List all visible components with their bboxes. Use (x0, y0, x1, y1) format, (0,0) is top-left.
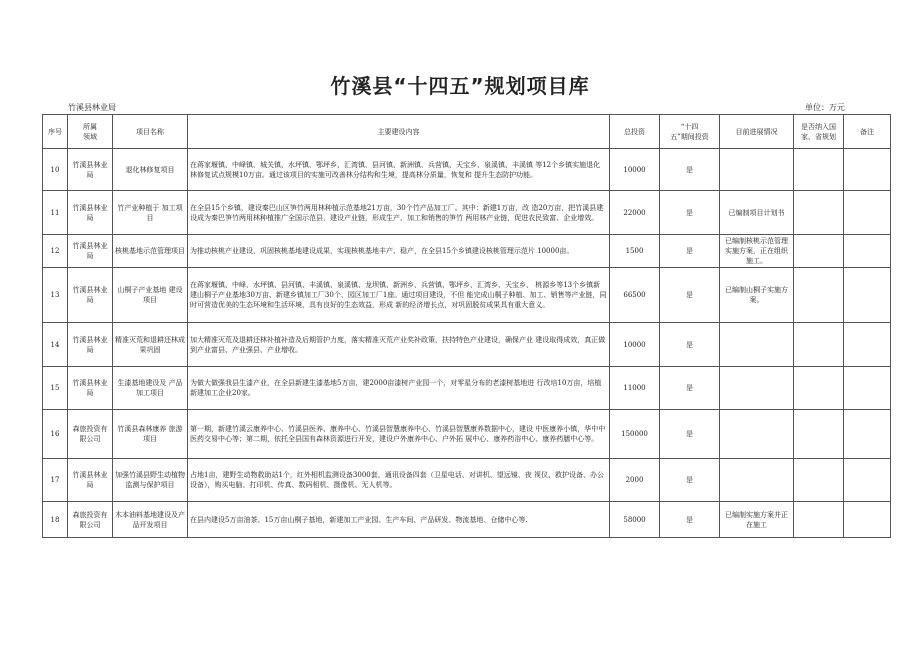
header-included: 是否纳入国家、省规划 (794, 115, 844, 149)
row-total: 58000 (610, 502, 660, 538)
row-domain: 竹溪县林业局 (68, 367, 113, 410)
row-content: 在蒋家堰镇、中峰、水坪镇、县河镇、丰溪镇、泉溪镇、龙坝镇、新洲乡、兵营镇、鄂坪乡、汇湾乡、天宝乡、 桃源乡等13个乡镇新建山桐子产业基地30万亩、新建乡镇加工厂30个、园区加工厂1座。通过项目建设，不但 能完成山桐子种植、加工、销售等产业链，同时可营造优美的生态环境和生活环境，具有良好的生态效益，形成 新的经济增长点，对巩固脱贫成果具有重大意义。 (188, 268, 610, 323)
row-period: 是 (660, 149, 720, 191)
row-domain: 森旅投资有限公司 (68, 502, 113, 538)
row-name: 竹产业种植于 加工项目 (113, 191, 188, 235)
table-row (43, 502, 891, 538)
row-note (844, 235, 891, 268)
unit-label: 单位：万元 (805, 103, 845, 112)
row-note (844, 410, 891, 459)
table-row (43, 268, 891, 323)
row-period: 是 (660, 323, 720, 367)
row-content: 第一期，新建竹溪云康养中心、竹溪县医养、康养中心、竹溪县智慧康养中心、竹溪县智慧康养数据中心，建设 中医康养小镇，华中中医药交易中心等；第二期，依托全县国有森林资源进行开发，建设户外康养中心、户外拓 展中心、康养药浴中心、康养药膳中心等。 (188, 410, 610, 459)
row-included (794, 323, 844, 367)
row-name: 核桃基地示范管理项目 (113, 235, 188, 268)
row-period: 是 (660, 235, 720, 268)
page-title: 竹溪县“十四五”规划项目库 (330, 74, 590, 98)
row-domain: 森旅投资有限公司 (68, 410, 113, 459)
row-progress: 已编制实施方案并正在施工 (720, 502, 794, 538)
row-total: 10000 (610, 149, 660, 191)
header-period: “十四 五”期间投资 (660, 115, 720, 149)
row-seq: 14 (43, 323, 68, 367)
row-content: 在蒋家堰镇、中峰镇、城关镇、水坪镇、鄂坪乡、汇湾镇、县河镇、新洲镇、兵营镇、天宝乡、泉溪镇、丰溪镇 等12个乡镇实施退化林修复试点规模10万亩。通过该项目的实施可改善林分结构和生境，提高林分质量，恢复和 提升生态防护功能。 (188, 149, 610, 191)
row-seq: 10 (43, 149, 68, 191)
row-total: 22000 (610, 191, 660, 235)
row-progress: 已编制山桐子实施方案。 (720, 268, 794, 323)
row-content: 占地1亩，建野生动物救助站1个，红外相机监测设备3000套，通讯设备四套（卫星电话、对讲机、望远镜、夜 视仪、救护设备、办公设备），购买电脑、打印机、传真、数码相机、摄像机、无人机等。 (188, 459, 610, 502)
table-row (43, 149, 891, 191)
header-content: 主要建设内容 (188, 115, 610, 149)
row-name: 加强竹溪县野生动植物监测与保护项目 (113, 459, 188, 502)
row-content: 为推动核桃产业建设，巩固核桃基地建设成果，实现核桃基地丰产、稳产，在全县15个乡镇建设核桃管理示范片 10000亩。 (188, 235, 610, 268)
table-row (43, 367, 891, 410)
table-header-row (43, 115, 891, 149)
row-period: 是 (660, 502, 720, 538)
row-total: 11000 (610, 367, 660, 410)
row-name: 退化林修复项目 (113, 149, 188, 191)
row-name: 山桐子产业基地 建设项目 (113, 268, 188, 323)
row-total: 2000 (610, 459, 660, 502)
row-name: 生漆基地建设及 产品加工项目 (113, 367, 188, 410)
row-domain: 竹溪县林业局 (68, 149, 113, 191)
row-note (844, 323, 891, 367)
row-period: 是 (660, 268, 720, 323)
row-included (794, 191, 844, 235)
row-note (844, 149, 891, 191)
table-row (43, 410, 891, 459)
header-seq: 序号 (43, 115, 68, 149)
row-progress (720, 149, 794, 191)
row-note (844, 502, 891, 538)
row-included (794, 502, 844, 538)
project-table (42, 114, 891, 538)
row-note (844, 459, 891, 502)
header-name: 项目名称 (113, 115, 188, 149)
row-content: 加大精准灭荒及退耕还林补植补造及后期管护力度，落实精准灭荒产业奖补政策，扶持特色产业建设，确保产业 建设取得成效，真正做到产业富县、产业强县、产业增收。 (188, 323, 610, 367)
row-note (844, 367, 891, 410)
row-note (844, 191, 891, 235)
row-total: 66500 (610, 268, 660, 323)
table-row (43, 191, 891, 235)
table-row (43, 323, 891, 367)
row-progress: 已编制核桃示范管理实施方案，正在组织施工。 (720, 235, 794, 268)
row-domain: 竹溪县林业局 (68, 191, 113, 235)
row-period: 是 (660, 191, 720, 235)
row-seq: 13 (43, 268, 68, 323)
row-content: 在县内建设5万亩油茶、15万亩山桐子基地，新建加工产业园、生产车间、产品研发、物流基地、仓储中心等. (188, 502, 610, 538)
row-progress: 已编制项目计划书 (720, 191, 794, 235)
row-seq: 12 (43, 235, 68, 268)
row-seq: 17 (43, 459, 68, 502)
row-period: 是 (660, 459, 720, 502)
table-row (43, 459, 891, 502)
row-period: 是 (660, 367, 720, 410)
row-content: 在全县15个乡镇，建设秦巴山区笋竹两用林种植示范基地21万亩，30个竹产品加工厂。其中：新建1万亩，改 造20万亩，把竹溪县建设成为秦巴笋竹两用林种植推广全国示范县，建设产业链，形成生产、加工和销售的笋竹 两用林产业链，促进农民致富、企业增效。 (188, 191, 610, 235)
header-total: 总投资 (610, 115, 660, 149)
row-total: 1500 (610, 235, 660, 268)
row-total: 150000 (610, 410, 660, 459)
row-name: 木本油料基地建设及产品开发项目 (113, 502, 188, 538)
row-domain: 竹溪县林业局 (68, 323, 113, 367)
row-seq: 18 (43, 502, 68, 538)
row-domain: 竹溪县林业局 (68, 235, 113, 268)
row-note (844, 268, 891, 323)
row-included (794, 235, 844, 268)
row-included (794, 459, 844, 502)
row-included (794, 367, 844, 410)
row-progress (720, 323, 794, 367)
row-included (794, 149, 844, 191)
header-domain: 所属 领域 (68, 115, 113, 149)
row-included (794, 268, 844, 323)
row-period: 是 (660, 410, 720, 459)
header-progress: 目前进展情况 (720, 115, 794, 149)
row-content: 为做大做强我县生漆产业，在全县新建生漆基地5万亩，建2000亩漆树产业园一个，对零星分布的老漆树基地进 行改培10万亩，培植新建加工企业20家。 (188, 367, 610, 410)
row-included (794, 410, 844, 459)
issuer-label: 竹溪县林业局 (68, 103, 116, 112)
row-domain: 竹溪县林业局 (68, 268, 113, 323)
row-progress (720, 459, 794, 502)
row-seq: 16 (43, 410, 68, 459)
table-row (43, 235, 891, 268)
row-seq: 11 (43, 191, 68, 235)
header-note: 备注 (844, 115, 891, 149)
row-domain: 竹溪县林业局 (68, 459, 113, 502)
row-seq: 15 (43, 367, 68, 410)
row-progress (720, 410, 794, 459)
row-progress (720, 367, 794, 410)
row-name: 竹溪县森林康养 旅游项目 (113, 410, 188, 459)
row-name: 精准灭荒和退耕还林成果巩固 (113, 323, 188, 367)
row-total: 10000 (610, 323, 660, 367)
